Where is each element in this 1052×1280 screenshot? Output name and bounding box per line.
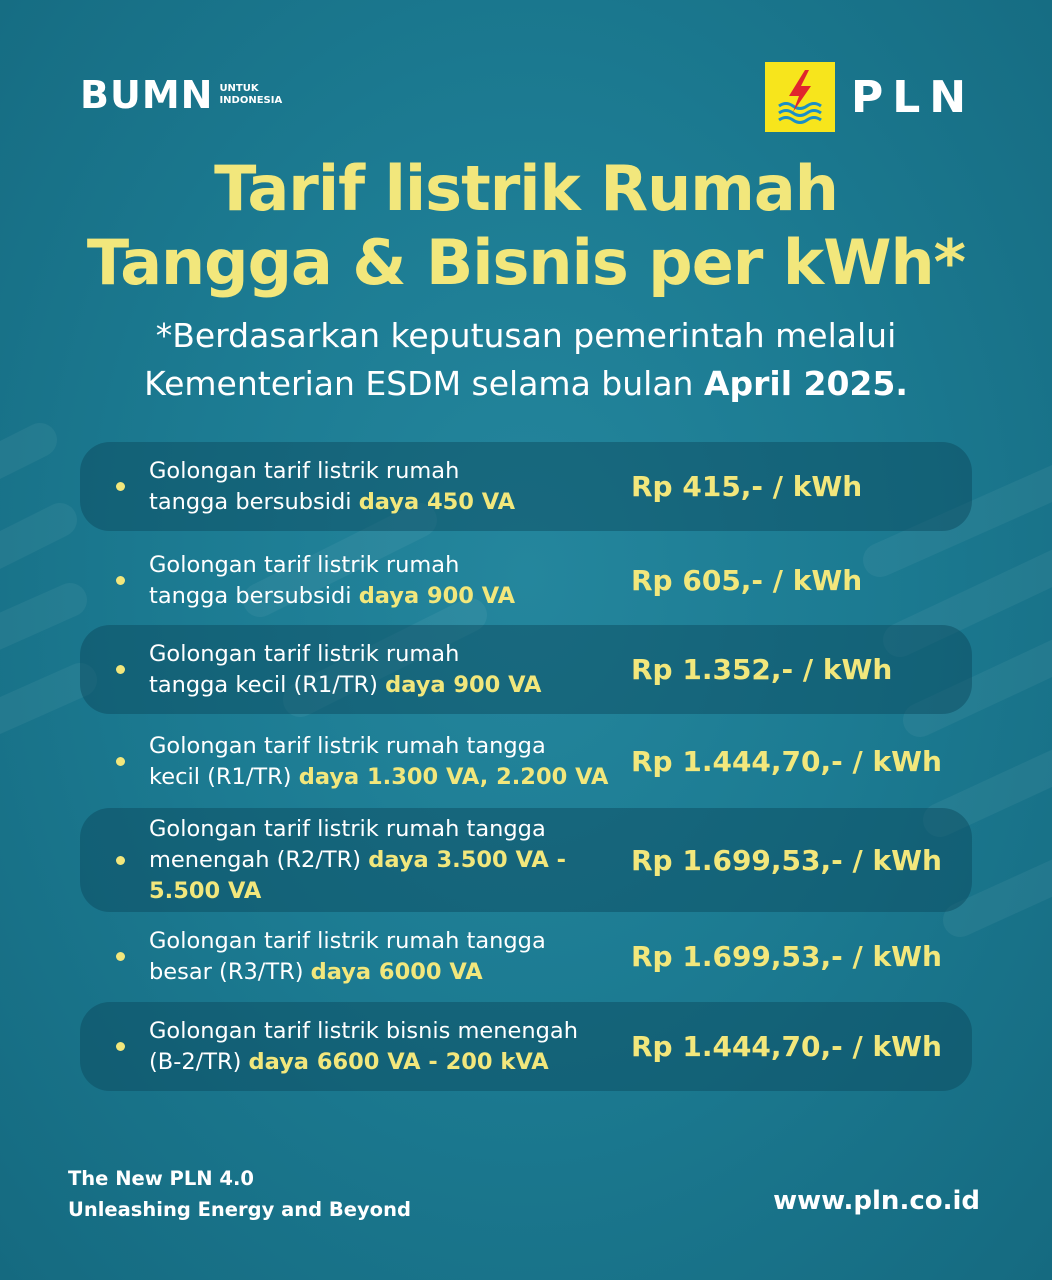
tariff-desc-line1: Golongan tarif listrik bisnis menengah — [149, 1017, 578, 1044]
footer-tagline — [68, 1163, 411, 1225]
tariff-price: Rp 1.352,- / kWh — [631, 653, 893, 686]
subtitle-line2-text: Kementerian ESDM selama bulan — [144, 364, 704, 403]
tariff-desc-line2: tangga bersubsidi — [149, 488, 359, 515]
title-line2: Tangga & Bisnis per kWh* — [86, 226, 966, 299]
bullet-icon — [116, 665, 125, 674]
tariff-power: daya 900 VA — [358, 582, 516, 609]
tariff-desc-line1: Golongan tarif listrik rumah tangga — [149, 927, 546, 954]
tariff-price: Rp 1.444,70,- / kWh — [631, 1030, 942, 1063]
bumn-tagline-line1: UNTUK — [219, 83, 259, 94]
tariff-description — [149, 550, 609, 612]
bullet-icon — [116, 576, 125, 585]
tariff-desc-line2: (B-2/TR) — [149, 1048, 249, 1075]
subtitle-line1: *Berdasarkan keputusan pemerintah melalui — [155, 316, 897, 355]
page-title — [0, 152, 1052, 300]
tariff-row — [80, 536, 972, 625]
tariff-power: daya 6000 VA — [310, 958, 483, 985]
tariff-power: daya 1.300 VA, 2.200 VA — [298, 763, 609, 790]
website-link[interactable]: www.pln.co.id — [773, 1186, 980, 1216]
tariff-price: Rp 605,- / kWh — [631, 564, 863, 597]
pln-lightning-icon — [765, 62, 835, 132]
bullet-icon — [116, 1042, 125, 1051]
tariff-desc-line2: menengah (R2/TR) — [149, 846, 369, 873]
subtitle-period: April 2025. — [703, 364, 908, 403]
tariff-desc-line1: Golongan tarif listrik rumah — [149, 457, 460, 484]
subtitle-line2 — [0, 360, 1052, 408]
footer-tagline-line1: The New PLN 4.0 — [68, 1167, 254, 1190]
tariff-desc-line2: kecil (R1/TR) — [149, 763, 299, 790]
tariff-description — [149, 814, 589, 907]
tariff-row — [80, 625, 972, 714]
tariff-desc-line2: tangga bersubsidi — [149, 582, 359, 609]
pln-logo-text: PLN — [851, 71, 976, 123]
tariff-price: Rp 1.699,53,- / kWh — [631, 940, 942, 973]
bumn-logo-text: BUMN — [80, 73, 214, 117]
tariff-desc-line1: Golongan tarif listrik rumah — [149, 640, 460, 667]
tariff-row — [80, 1002, 972, 1091]
bullet-icon — [116, 757, 125, 766]
tariff-row — [80, 808, 972, 912]
bullet-icon — [116, 952, 125, 961]
tariff-desc-line1: Golongan tarif listrik rumah — [149, 551, 460, 578]
tariff-row — [80, 912, 972, 1001]
bumn-tagline — [219, 83, 282, 107]
tariff-description — [149, 1016, 609, 1078]
tariff-power: daya 450 VA — [358, 488, 516, 515]
title-line1: Tarif listrik Rumah — [214, 152, 838, 225]
tariff-price: Rp 1.444,70,- / kWh — [631, 745, 942, 778]
tariff-row — [80, 442, 972, 531]
tariff-power: daya 6600 VA - 200 kVA — [248, 1048, 549, 1075]
tariff-desc-line1: Golongan tarif listrik rumah tangga — [149, 732, 546, 759]
bullet-icon — [116, 856, 125, 865]
tariff-row — [80, 717, 972, 806]
tariff-desc-line2: tangga kecil (R1/TR) — [149, 671, 386, 698]
footer-tagline-line2: Unleashing Energy and Beyond — [68, 1198, 411, 1221]
tariff-price: Rp 415,- / kWh — [631, 470, 863, 503]
bumn-tagline-line2: INDONESIA — [219, 95, 283, 106]
tariff-power: daya 3.500 VA - 5.500 VA — [149, 846, 566, 904]
bullet-icon — [116, 482, 125, 491]
bumn-logo — [80, 73, 283, 117]
tariff-desc-line1: Golongan tarif listrik rumah tangga — [149, 815, 546, 842]
subtitle — [0, 312, 1052, 408]
tariff-description — [149, 456, 609, 518]
tariff-power: daya 900 VA — [385, 671, 542, 698]
tariff-description — [149, 731, 609, 793]
tariff-price: Rp 1.699,53,- / kWh — [631, 843, 942, 877]
tariff-desc-line2: besar (R3/TR) — [149, 958, 311, 985]
tariff-description — [149, 639, 609, 701]
tariff-description — [149, 926, 609, 988]
pln-logo — [765, 62, 975, 132]
